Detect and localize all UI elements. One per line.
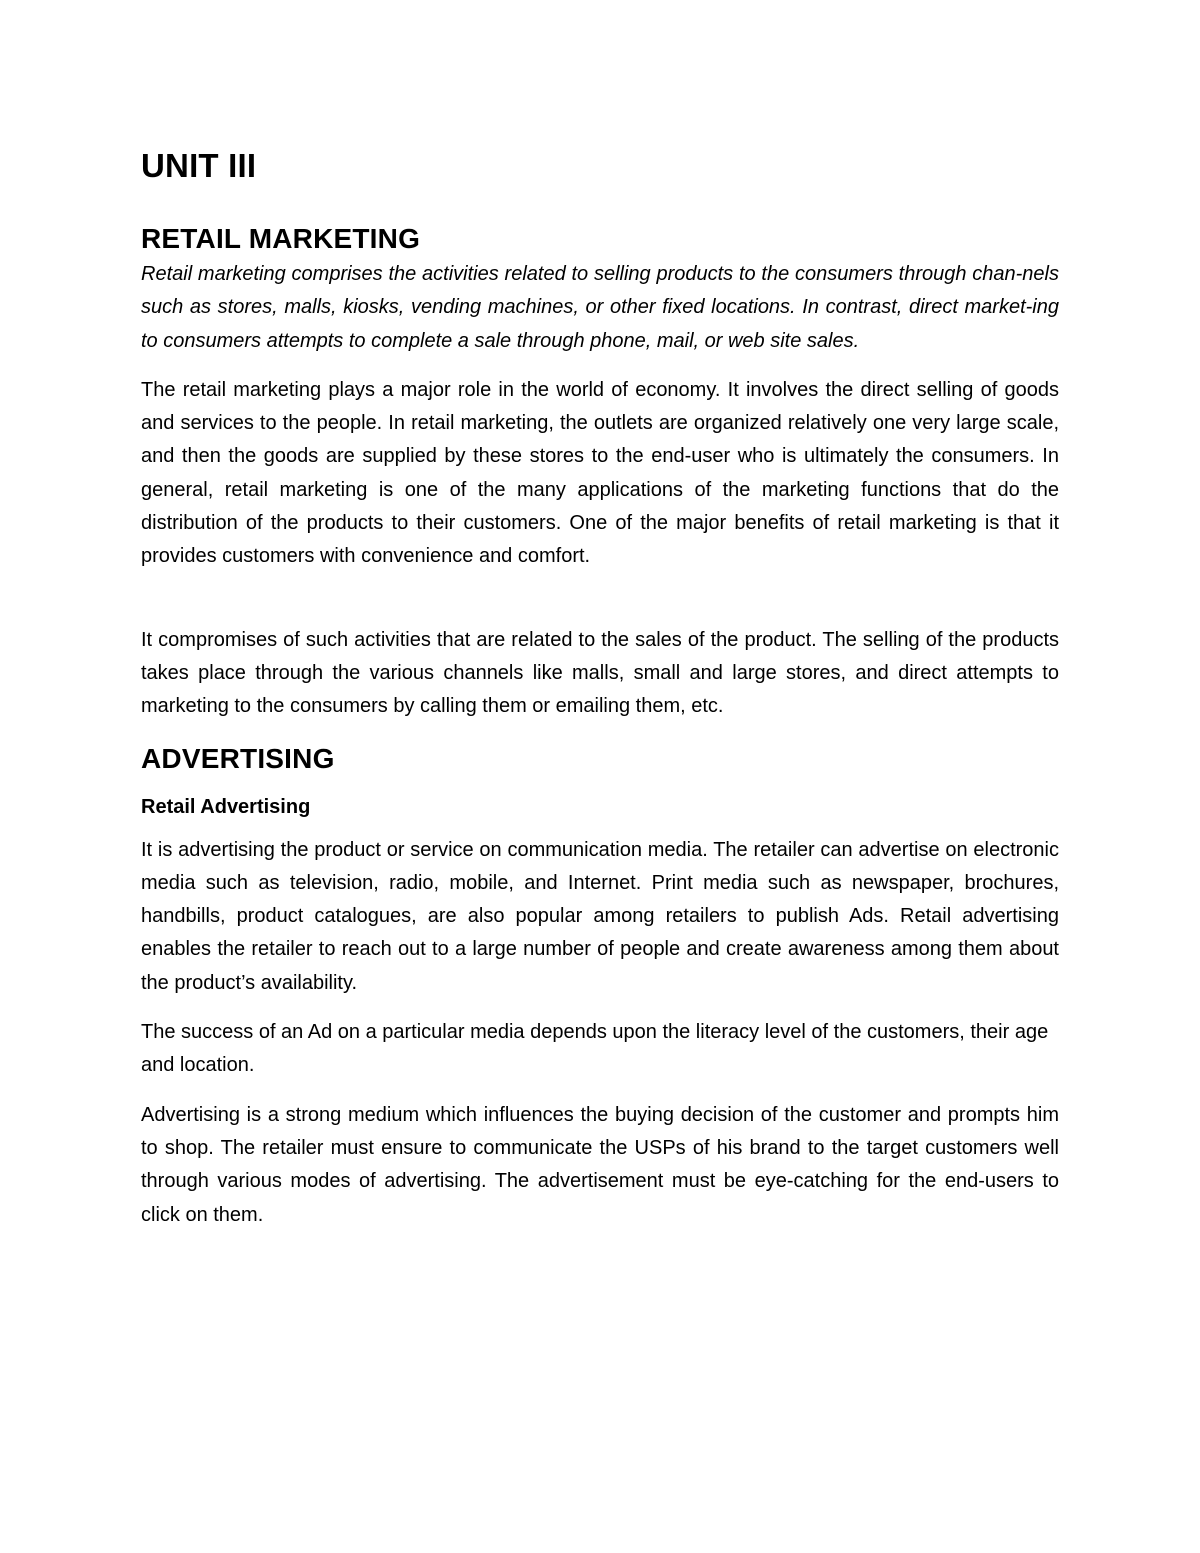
advertising-paragraph-3: Advertising is a strong medium which influences the buying decision of the customer and prompts him to shop. The retailer must ensure to communicate the USPs of his brand to the target customers well through various modes of advertising. The advertisement must be eye-catching for the end-users to click on them. [141,1103,1059,1226]
unit-title: UNIT III [141,147,257,184]
advertising-heading: ADVERTISING [141,742,335,774]
retail-marketing-paragraph-2: It compromises of such activities that are related to the sales of the product. The selling of the products takes place through the various channels like malls, small and large stores, and direct attempts to marketing to the consumers by calling them or emailing them, etc. [141,628,1059,718]
advertising-paragraph-1: It is advertising the product or service on communication media. The retailer can advertise on electronic media such as television, radio, mobile, and Internet. Print media such as newspaper, brochures, handbills, product catalogues, are also popular among retailers to publish Ads. Retail advertising enables the retailer to reach out to a large number of people and create awareness among them about the product’s availability. [141,838,1059,994]
advertising-paragraph-2: The success of an Ad on a particular media depends upon the literacy level of the customers, their age and location. [141,1021,1049,1077]
retail-advertising-subheading: Retail Advertising [141,795,311,818]
document-body [141,146,1059,1232]
retail-marketing-intro: Retail marketing comprises the activities related to selling products to the consumers through chan-nels such as stores, malls, kiosks, vending machines, or other fixed locations. In contrast, direct market-ing to consumers attempts to complete a sale through phone, mail, or web site sales. [141,263,1059,352]
retail-marketing-paragraph-1: The retail marketing plays a major role in the world of economy. It involves the direct selling of goods and services to the people. In retail marketing, the outlets are organized relatively one very large scale, and then the goods are supplied by these stores to the end-user who is ultimately the consumers. In general, retail marketing is one of the many applications of the marketing functions that do the distribution of the products to their customers. One of the major benefits of retail marketing is that it provides customers with convenience and comfort. [141,378,1059,568]
retail-marketing-heading: RETAIL MARKETING [141,223,421,254]
